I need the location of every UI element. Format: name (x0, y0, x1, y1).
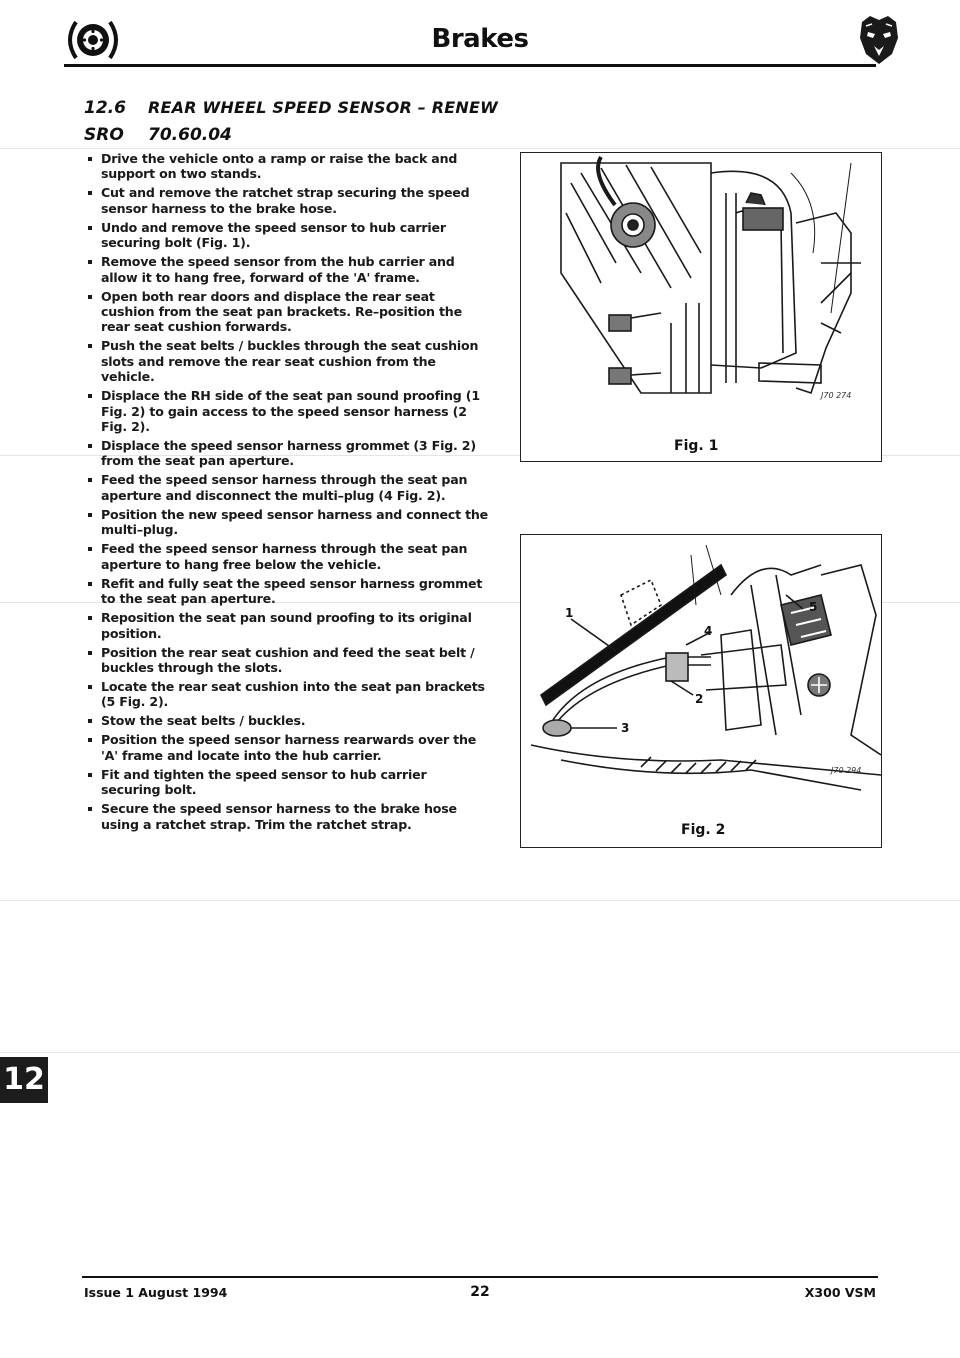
jaguar-head-logo (856, 14, 902, 66)
section-tab: 12 (0, 1057, 48, 1103)
procedure-step: Reposition the seat pan sound proofing to its original position. (84, 610, 490, 641)
procedure-step: Position the new speed sensor harness and connect the multi–plug. (84, 507, 490, 538)
procedure-step: Secure the speed sensor harness to the brake hose using a ratchet strap. Trim the ratchet strap. (84, 801, 490, 832)
figure-2-callout-5: 5 (809, 600, 818, 614)
figure-2-caption: Fig. 2 (681, 822, 726, 838)
figure-2-illustration (521, 535, 881, 847)
header-rule (64, 64, 876, 67)
procedure-step: Feed the speed sensor harness through the seat pan aperture and disconnect the multi–plug (4 Fig. 2). (84, 472, 490, 503)
document-code: X300 VSM (804, 1285, 876, 1300)
footer-issue: Issue 1 August 1994 (84, 1285, 228, 1300)
section-title: REAR WHEEL SPEED SENSOR – RENEW (148, 98, 498, 117)
procedure-steps (84, 151, 490, 836)
procedure-step: Displace the speed sensor harness grommet (3 Fig. 2) from the seat pan aperture. (84, 438, 490, 469)
figure-1-caption: Fig. 1 (674, 438, 719, 454)
sro-label: SRO (84, 125, 124, 145)
figure-2 (520, 534, 882, 848)
procedure-step: Locate the rear seat cushion into the seat pan brackets (5 Fig. 2). (84, 679, 490, 710)
procedure-step: Position the speed sensor harness rearwards over the 'A' frame and locate into the hub carrier. (84, 732, 490, 763)
section-number: 12.6 (84, 98, 126, 118)
procedure-step: Undo and remove the speed sensor to hub carrier securing bolt (Fig. 1). (84, 220, 490, 251)
procedure-step: Cut and remove the ratchet strap securing the speed sensor harness to the brake hose. (84, 185, 490, 216)
procedure-step: Feed the speed sensor harness through the seat pan aperture to hang free below the vehicle. (84, 541, 490, 572)
sro-code: 70.60.04 (148, 125, 232, 145)
figure-1-illustration (521, 153, 881, 461)
figure-1 (520, 152, 882, 462)
procedure-step: Fit and tighten the speed sensor to hub carrier securing bolt. (84, 767, 490, 798)
procedure-step: Displace the RH side of the seat pan sound proofing (1 Fig. 2) to gain access to the speed sensor harness (2 Fig. 2). (84, 388, 490, 434)
figure-2-callout-2: 2 (695, 692, 704, 706)
procedure-step: Remove the speed sensor from the hub carrier and allow it to hang free, forward of the 'A' frame. (84, 254, 490, 285)
page-number: 22 (470, 1284, 490, 1300)
footer-rule (82, 1276, 878, 1278)
figure-1-ref: J70 274 (821, 391, 852, 400)
procedure-step: Open both rear doors and displace the rear seat cushion from the seat pan brackets. Re–position the rear seat cushion forwards. (84, 289, 490, 335)
page-header-title: Brakes (431, 24, 529, 54)
procedure-step: Push the seat belts / buckles through the seat cushion slots and remove the rear seat cushion from the vehicle. (84, 338, 490, 384)
figure-2-callout-4: 4 (704, 624, 713, 638)
procedure-step: Position the rear seat cushion and feed the seat belt / buckles through the slots. (84, 645, 490, 676)
procedure-step: Refit and fully seat the speed sensor harness grommet to the seat pan aperture. (84, 576, 490, 607)
figure-2-callout-1: 1 (565, 606, 574, 620)
procedure-step: Drive the vehicle onto a ramp or raise the back and support on two stands. (84, 151, 490, 182)
figure-2-ref: J70 294 (831, 766, 862, 775)
figure-2-callout-3: 3 (621, 721, 630, 735)
procedure-step: Stow the seat belts / buckles. (84, 713, 490, 728)
